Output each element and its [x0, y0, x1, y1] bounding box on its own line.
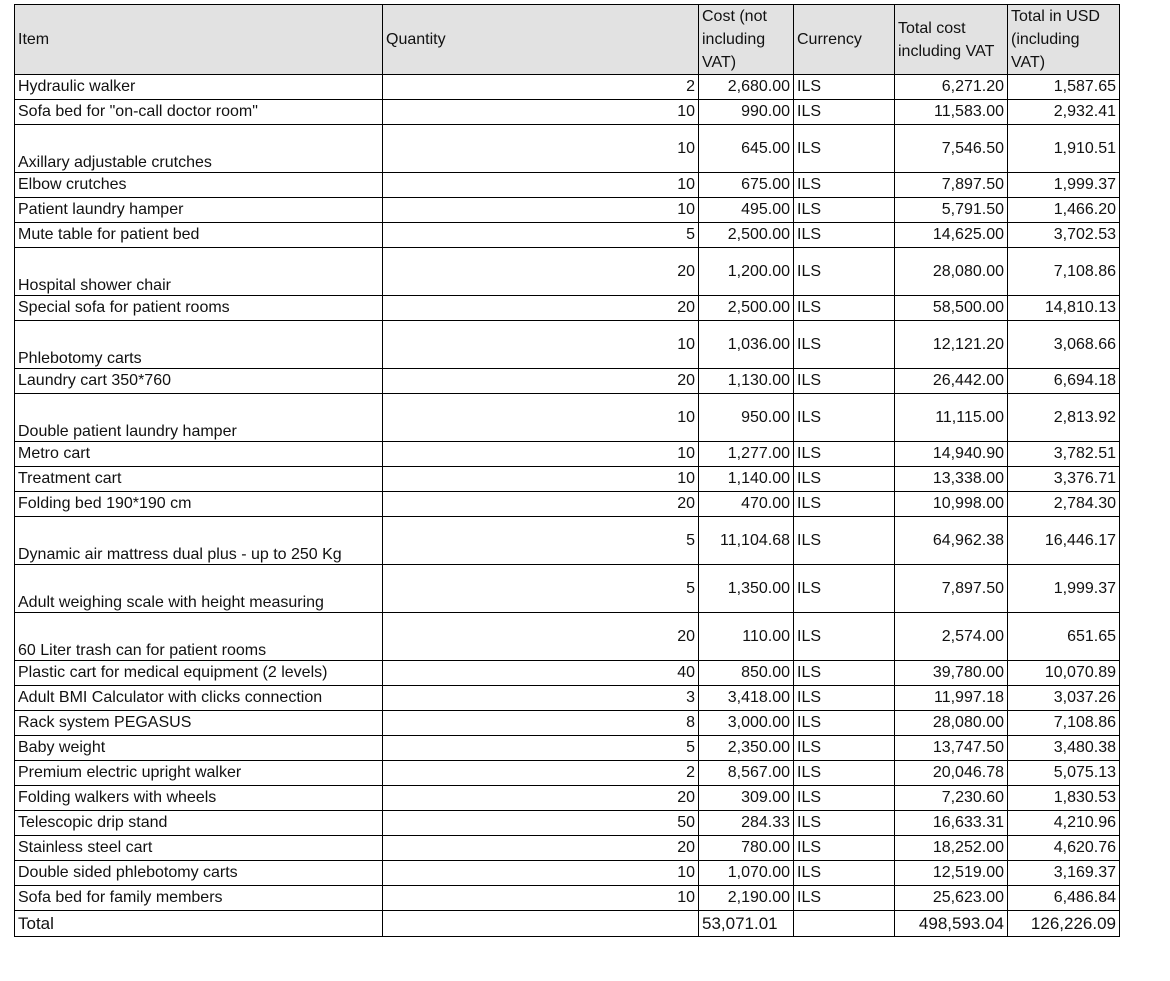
cell-total-vat: 25,623.00	[895, 886, 1008, 911]
cell-total-vat: 11,115.00	[895, 394, 1008, 442]
cell-total-vat: 12,121.20	[895, 321, 1008, 369]
cell-total-usd: 3,782.51	[1008, 442, 1120, 467]
table-row	[15, 517, 1120, 565]
total-usd: 126,226.09	[1008, 911, 1120, 937]
cell-currency: ILS	[794, 125, 895, 173]
cell-quantity: 10	[383, 861, 699, 886]
cell-quantity: 5	[383, 736, 699, 761]
header-item: Item	[15, 5, 383, 75]
cell-total-usd: 3,169.37	[1008, 861, 1120, 886]
table-row	[15, 686, 1120, 711]
cell-item: Phlebotomy carts	[15, 321, 383, 369]
table-row	[15, 198, 1120, 223]
cell-currency: ILS	[794, 565, 895, 613]
cell-item: Baby weight	[15, 736, 383, 761]
cell-cost: 3,000.00	[699, 711, 794, 736]
cell-quantity: 20	[383, 836, 699, 861]
cell-currency: ILS	[794, 369, 895, 394]
cell-quantity: 20	[383, 369, 699, 394]
cell-quantity: 20	[383, 492, 699, 517]
cell-total-vat: 18,252.00	[895, 836, 1008, 861]
cell-cost: 110.00	[699, 613, 794, 661]
cell-total-vat: 6,271.20	[895, 75, 1008, 100]
cell-item: Stainless steel cart	[15, 836, 383, 861]
cell-total-vat: 10,998.00	[895, 492, 1008, 517]
cell-currency: ILS	[794, 861, 895, 886]
cell-total-usd: 1,999.37	[1008, 173, 1120, 198]
cell-total-usd: 4,210.96	[1008, 811, 1120, 836]
cell-quantity: 10	[383, 125, 699, 173]
total-quantity-cell	[383, 911, 699, 937]
cell-quantity: 5	[383, 565, 699, 613]
cell-cost: 780.00	[699, 836, 794, 861]
cell-item: Hydraulic walker	[15, 75, 383, 100]
cell-total-vat: 16,633.31	[895, 811, 1008, 836]
cell-cost: 2,350.00	[699, 736, 794, 761]
cell-cost: 645.00	[699, 125, 794, 173]
cell-cost: 11,104.68	[699, 517, 794, 565]
cell-quantity: 3	[383, 686, 699, 711]
cell-currency: ILS	[794, 75, 895, 100]
cell-total-usd: 3,376.71	[1008, 467, 1120, 492]
cell-quantity: 20	[383, 786, 699, 811]
cell-quantity: 10	[383, 173, 699, 198]
cell-quantity: 10	[383, 321, 699, 369]
cell-item: Telescopic drip stand	[15, 811, 383, 836]
table-row	[15, 467, 1120, 492]
cell-item: Treatment cart	[15, 467, 383, 492]
cell-item: Folding walkers with wheels	[15, 786, 383, 811]
cell-cost: 309.00	[699, 786, 794, 811]
cell-total-usd: 10,070.89	[1008, 661, 1120, 686]
cell-total-usd: 2,784.30	[1008, 492, 1120, 517]
cell-item: Sofa bed for "on-call doctor room"	[15, 100, 383, 125]
table-row	[15, 711, 1120, 736]
table-row	[15, 321, 1120, 369]
table-row	[15, 761, 1120, 786]
table-row	[15, 786, 1120, 811]
cell-item: Double sided phlebotomy carts	[15, 861, 383, 886]
cell-currency: ILS	[794, 613, 895, 661]
cell-item: Folding bed 190*190 cm	[15, 492, 383, 517]
table-row	[15, 661, 1120, 686]
cell-quantity: 2	[383, 75, 699, 100]
cell-total-vat: 13,338.00	[895, 467, 1008, 492]
cell-quantity: 10	[383, 886, 699, 911]
cell-total-vat: 28,080.00	[895, 711, 1008, 736]
cell-quantity: 5	[383, 517, 699, 565]
table-row	[15, 811, 1120, 836]
cell-currency: ILS	[794, 296, 895, 321]
cell-quantity: 10	[383, 198, 699, 223]
table-row	[15, 296, 1120, 321]
cell-total-usd: 6,694.18	[1008, 369, 1120, 394]
cell-total-vat: 20,046.78	[895, 761, 1008, 786]
cell-cost: 675.00	[699, 173, 794, 198]
cell-quantity: 20	[383, 613, 699, 661]
cell-cost: 8,567.00	[699, 761, 794, 786]
table-row	[15, 369, 1120, 394]
cell-quantity: 10	[383, 394, 699, 442]
cell-quantity: 20	[383, 248, 699, 296]
cell-item: Dynamic air mattress dual plus - up to 250 Kg	[15, 517, 383, 565]
cell-total-vat: 11,583.00	[895, 100, 1008, 125]
cell-item: Adult BMI Calculator with clicks connection	[15, 686, 383, 711]
cell-cost: 1,277.00	[699, 442, 794, 467]
table-row	[15, 442, 1120, 467]
cell-currency: ILS	[794, 100, 895, 125]
cell-quantity: 10	[383, 467, 699, 492]
cell-total-usd: 2,932.41	[1008, 100, 1120, 125]
cell-cost: 1,200.00	[699, 248, 794, 296]
cell-currency: ILS	[794, 394, 895, 442]
cell-total-vat: 58,500.00	[895, 296, 1008, 321]
cell-item: Special sofa for patient rooms	[15, 296, 383, 321]
cell-item: Sofa bed for family members	[15, 886, 383, 911]
cell-cost: 2,500.00	[699, 296, 794, 321]
cell-item: 60 Liter trash can for patient rooms	[15, 613, 383, 661]
cell-total-vat: 14,625.00	[895, 223, 1008, 248]
table-row	[15, 173, 1120, 198]
table-row	[15, 492, 1120, 517]
cell-total-usd: 1,910.51	[1008, 125, 1120, 173]
header-cost: Cost (not including VAT)	[699, 5, 794, 75]
cell-total-vat: 12,519.00	[895, 861, 1008, 886]
cell-currency: ILS	[794, 786, 895, 811]
cell-currency: ILS	[794, 811, 895, 836]
cell-total-vat: 64,962.38	[895, 517, 1008, 565]
cell-total-usd: 651.65	[1008, 613, 1120, 661]
cell-currency: ILS	[794, 173, 895, 198]
cell-total-vat: 7,897.50	[895, 565, 1008, 613]
cell-currency: ILS	[794, 886, 895, 911]
table-row	[15, 736, 1120, 761]
cell-total-vat: 2,574.00	[895, 613, 1008, 661]
total-vat: 498,593.04	[895, 911, 1008, 937]
cell-currency: ILS	[794, 467, 895, 492]
cell-quantity: 8	[383, 711, 699, 736]
cell-cost: 1,070.00	[699, 861, 794, 886]
cell-currency: ILS	[794, 736, 895, 761]
cell-currency: ILS	[794, 442, 895, 467]
table-row	[15, 100, 1120, 125]
cell-item: Elbow crutches	[15, 173, 383, 198]
cell-item: Axillary adjustable crutches	[15, 125, 383, 173]
table-body	[15, 75, 1120, 937]
cell-currency: ILS	[794, 492, 895, 517]
cell-cost: 1,036.00	[699, 321, 794, 369]
cell-quantity: 50	[383, 811, 699, 836]
cell-total-usd: 7,108.86	[1008, 248, 1120, 296]
cell-currency: ILS	[794, 321, 895, 369]
cell-item: Mute table for patient bed	[15, 223, 383, 248]
total-row	[15, 911, 1120, 937]
cell-total-usd: 3,037.26	[1008, 686, 1120, 711]
cell-currency: ILS	[794, 686, 895, 711]
cell-total-vat: 7,897.50	[895, 173, 1008, 198]
cell-total-vat: 26,442.00	[895, 369, 1008, 394]
header-total-usd: Total in USD (including VAT)	[1008, 5, 1120, 75]
cell-item: Adult weighing scale with height measuring	[15, 565, 383, 613]
cell-cost: 990.00	[699, 100, 794, 125]
cell-total-usd: 5,075.13	[1008, 761, 1120, 786]
cell-total-vat: 5,791.50	[895, 198, 1008, 223]
cell-total-vat: 14,940.90	[895, 442, 1008, 467]
cell-total-usd: 3,702.53	[1008, 223, 1120, 248]
cell-cost: 2,500.00	[699, 223, 794, 248]
cell-item: Rack system PEGASUS	[15, 711, 383, 736]
cell-total-usd: 1,587.65	[1008, 75, 1120, 100]
total-cost: 53,071.01	[699, 911, 794, 937]
cell-currency: ILS	[794, 711, 895, 736]
cell-total-usd: 3,068.66	[1008, 321, 1120, 369]
cell-total-vat: 7,230.60	[895, 786, 1008, 811]
cell-currency: ILS	[794, 248, 895, 296]
cell-total-usd: 1,466.20	[1008, 198, 1120, 223]
cell-total-vat: 39,780.00	[895, 661, 1008, 686]
cell-item: Hospital shower chair	[15, 248, 383, 296]
cell-currency: ILS	[794, 661, 895, 686]
cell-cost: 3,418.00	[699, 686, 794, 711]
cell-cost: 1,140.00	[699, 467, 794, 492]
cell-total-usd: 2,813.92	[1008, 394, 1120, 442]
table-row	[15, 125, 1120, 173]
cell-item: Double patient laundry hamper	[15, 394, 383, 442]
table-row	[15, 75, 1120, 100]
header-row	[15, 5, 1120, 75]
cell-currency: ILS	[794, 223, 895, 248]
cell-item: Patient laundry hamper	[15, 198, 383, 223]
cell-total-usd: 1,830.53	[1008, 786, 1120, 811]
cell-total-usd: 4,620.76	[1008, 836, 1120, 861]
cell-total-usd: 3,480.38	[1008, 736, 1120, 761]
cell-currency: ILS	[794, 517, 895, 565]
table-row	[15, 248, 1120, 296]
total-label: Total	[15, 911, 383, 937]
cell-cost: 2,680.00	[699, 75, 794, 100]
cell-cost: 2,190.00	[699, 886, 794, 911]
cell-cost: 1,350.00	[699, 565, 794, 613]
cell-total-usd: 6,486.84	[1008, 886, 1120, 911]
cell-cost: 950.00	[699, 394, 794, 442]
cell-currency: ILS	[794, 836, 895, 861]
total-currency-cell	[794, 911, 895, 937]
table-row	[15, 613, 1120, 661]
cell-currency: ILS	[794, 761, 895, 786]
cell-quantity: 20	[383, 296, 699, 321]
cell-item: Metro cart	[15, 442, 383, 467]
cell-item: Plastic cart for medical equipment (2 levels)	[15, 661, 383, 686]
cell-quantity: 10	[383, 100, 699, 125]
cell-total-vat: 7,546.50	[895, 125, 1008, 173]
cell-total-usd: 1,999.37	[1008, 565, 1120, 613]
cost-table	[14, 4, 1120, 937]
cell-total-usd: 7,108.86	[1008, 711, 1120, 736]
cell-total-usd: 16,446.17	[1008, 517, 1120, 565]
cell-item: Premium electric upright walker	[15, 761, 383, 786]
cell-cost: 284.33	[699, 811, 794, 836]
header-quantity: Quantity	[383, 5, 699, 75]
cell-total-vat: 28,080.00	[895, 248, 1008, 296]
cell-cost: 1,130.00	[699, 369, 794, 394]
cell-quantity: 2	[383, 761, 699, 786]
table-row	[15, 565, 1120, 613]
cell-quantity: 40	[383, 661, 699, 686]
cell-total-vat: 11,997.18	[895, 686, 1008, 711]
cell-cost: 850.00	[699, 661, 794, 686]
cell-cost: 470.00	[699, 492, 794, 517]
table-row	[15, 836, 1120, 861]
cell-currency: ILS	[794, 198, 895, 223]
header-currency: Currency	[794, 5, 895, 75]
cell-item: Laundry cart 350*760	[15, 369, 383, 394]
table-row	[15, 861, 1120, 886]
cell-total-vat: 13,747.50	[895, 736, 1008, 761]
header-total-vat: Total cost including VAT	[895, 5, 1008, 75]
table-row	[15, 886, 1120, 911]
cell-cost: 495.00	[699, 198, 794, 223]
cell-total-usd: 14,810.13	[1008, 296, 1120, 321]
cell-quantity: 5	[383, 223, 699, 248]
table-row	[15, 223, 1120, 248]
table-row	[15, 394, 1120, 442]
cell-quantity: 10	[383, 442, 699, 467]
